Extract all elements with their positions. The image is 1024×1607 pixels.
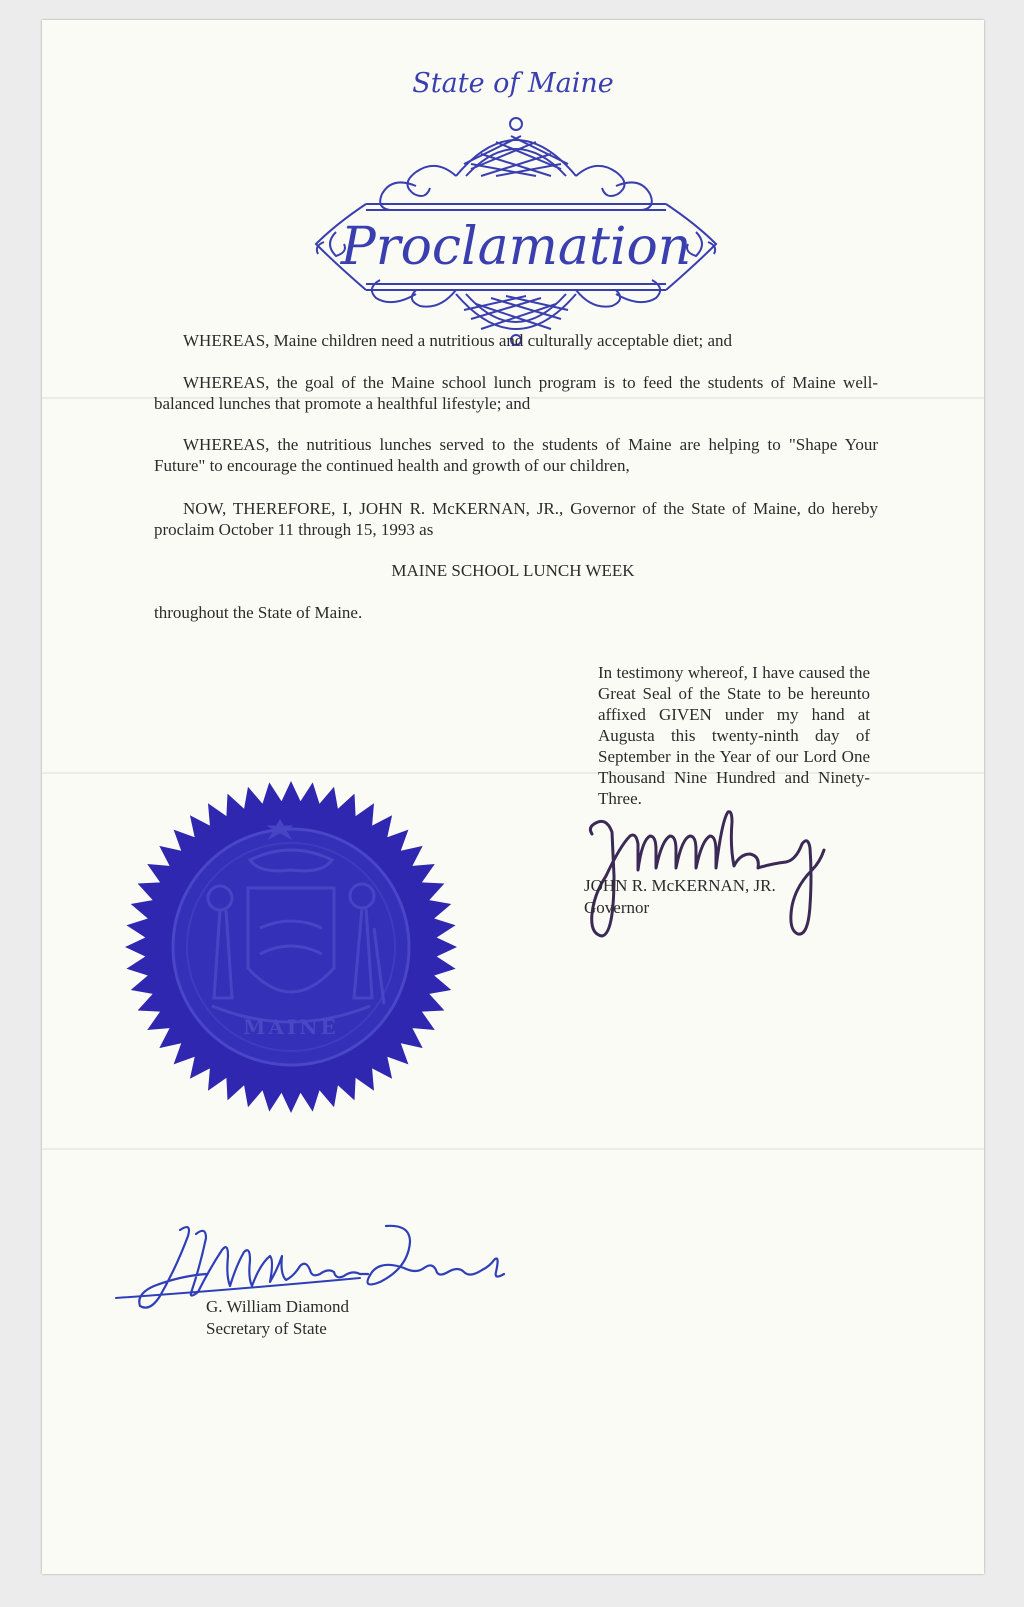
whereas-clause: WHEREAS, the nutritious lunches served to the students of Maine are helping to "Shape Your Future" to encourage the continued health and growth of our children,	[154, 435, 878, 475]
proclamation-sheet	[42, 20, 984, 1574]
great-seal-of-maine	[122, 778, 460, 1116]
proclamation-statement: NOW, THEREFORE, I, JOHN R. McKERNAN, JR., Governor of the State of Maine, do hereby proclaim October 11 through 15, 1993 as	[154, 499, 878, 539]
state-title: State of Maine	[412, 68, 614, 99]
governor-name: JOHN R. McKERNAN, JR.	[584, 876, 776, 895]
secretary-title: Secretary of State	[206, 1319, 327, 1338]
whereas-clause: WHEREAS, Maine children need a nutritious and culturally acceptable diet; and	[183, 331, 733, 350]
secretary-name: G. William Diamond	[206, 1297, 350, 1316]
event-name: MAINE SCHOOL LUNCH WEEK	[391, 561, 635, 580]
testimony-paragraph: In testimony whereof, I have caused the Great Seal of the State to be hereunto affixed GIVEN under my hand at Augusta this twenty-ninth day of September in the Year of our Lord One Thousand Nine Hundred and Ninety-Three.	[598, 663, 870, 808]
whereas-clause: WHEREAS, the goal of the Maine school lunch program is to feed the students of Maine well-balanced lunches that promote a healthful lifestyle; and	[154, 373, 878, 413]
document-type-title: Proclamation	[340, 217, 692, 277]
fold-line	[42, 1148, 984, 1150]
proclamation-cartouche	[306, 114, 726, 354]
proclamation-scope: throughout the State of Maine.	[154, 603, 363, 622]
seal-caption: MAINE	[243, 1015, 339, 1039]
governor-signature-block	[584, 875, 776, 919]
secretary-signature-block	[206, 1296, 349, 1340]
governor-title: Governor	[584, 898, 650, 917]
